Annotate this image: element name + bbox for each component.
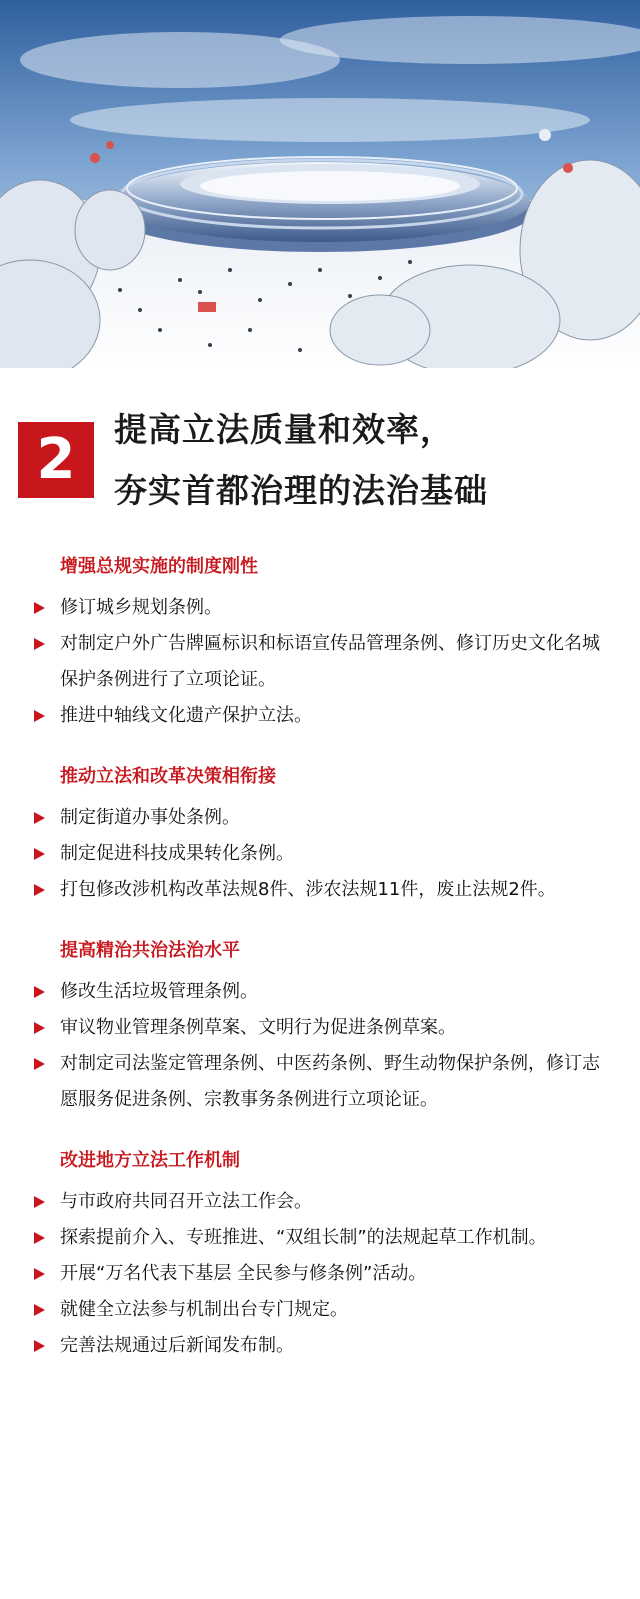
list-item xyxy=(34,1184,608,1220)
list-item xyxy=(34,1256,608,1292)
section-title: 增强总规实施的制度刚性 xyxy=(60,556,258,577)
triangle-bullet-icon xyxy=(34,986,45,998)
list-item xyxy=(34,800,608,836)
item-list xyxy=(34,800,608,908)
item-text: 就健全立法参与机制出台专门规定。 xyxy=(60,1299,348,1320)
heading-title-line-2: 夯实首都治理的法治基础 xyxy=(114,471,488,510)
section-title: 推动立法和改革决策相衔接 xyxy=(60,766,276,787)
stadium-illustration xyxy=(0,0,640,368)
triangle-bullet-icon xyxy=(34,1058,45,1070)
list-item xyxy=(34,626,608,698)
item-text: 修订城乡规划条例。 xyxy=(60,597,222,618)
triangle-bullet-icon xyxy=(34,1304,45,1316)
item-text: 制定促进科技成果转化条例。 xyxy=(60,843,294,864)
section-3 xyxy=(34,936,608,1118)
section-title: 改进地方立法工作机制 xyxy=(60,1150,240,1171)
list-item xyxy=(34,974,608,1010)
heading-title-line-1: 提高立法质量和效率， xyxy=(114,410,454,449)
triangle-bullet-icon xyxy=(34,710,45,722)
list-item xyxy=(34,1046,608,1118)
section-2 xyxy=(34,762,608,908)
section-1 xyxy=(34,552,608,734)
triangle-bullet-icon xyxy=(34,602,45,614)
item-text: 推进中轴线文化遗产保护立法。 xyxy=(60,705,312,726)
list-item xyxy=(34,836,608,872)
item-list xyxy=(34,590,608,734)
list-item xyxy=(34,590,608,626)
triangle-bullet-icon xyxy=(34,1232,45,1244)
item-list xyxy=(34,1184,608,1364)
item-text: 探索提前介入、专班推进、“双组长制”的法规起草工作机制。 xyxy=(60,1227,547,1248)
triangle-bullet-icon xyxy=(34,812,45,824)
item-list xyxy=(34,974,608,1118)
triangle-bullet-icon xyxy=(34,1268,45,1280)
triangle-bullet-icon xyxy=(34,884,45,896)
item-text: 开展“万名代表下基层 全民参与修条例”活动。 xyxy=(60,1263,427,1284)
list-item xyxy=(34,698,608,734)
list-item xyxy=(34,1010,608,1046)
triangle-bullet-icon xyxy=(34,638,45,650)
triangle-bullet-icon xyxy=(34,1196,45,1208)
item-text: 审议物业管理条例草案、文明行为促进条例草案。 xyxy=(60,1017,456,1038)
triangle-bullet-icon xyxy=(34,848,45,860)
list-item xyxy=(34,1328,608,1364)
section-title: 提高精治共治法治水平 xyxy=(60,940,240,961)
section-number-badge: 2 xyxy=(18,422,94,498)
item-text: 打包修改涉机构改革法规8件、涉农法规11件，废止法规2件。 xyxy=(60,879,556,900)
hero-image xyxy=(0,0,640,368)
list-item xyxy=(34,1292,608,1328)
item-text: 修改生活垃圾管理条例。 xyxy=(60,981,258,1002)
list-item xyxy=(34,872,608,908)
list-item xyxy=(34,1220,608,1256)
section-4 xyxy=(34,1146,608,1364)
item-text: 对制定户外广告牌匾标识和标语宣传品管理条例、修订历史文化名城保护条例进行了立项论证。 xyxy=(60,633,600,690)
triangle-bullet-icon xyxy=(34,1340,45,1352)
item-text: 与市政府共同召开立法工作会。 xyxy=(60,1191,312,1212)
item-text: 制定街道办事处条例。 xyxy=(60,807,240,828)
content-body xyxy=(0,540,640,1364)
item-text: 完善法规通过后新闻发布制。 xyxy=(60,1335,294,1356)
item-text: 对制定司法鉴定管理条例、中医药条例、野生动物保护条例，修订志愿服务促进条例、宗教事务条例进行立项论证。 xyxy=(60,1053,600,1110)
triangle-bullet-icon xyxy=(34,1022,45,1034)
section-heading xyxy=(0,368,640,540)
